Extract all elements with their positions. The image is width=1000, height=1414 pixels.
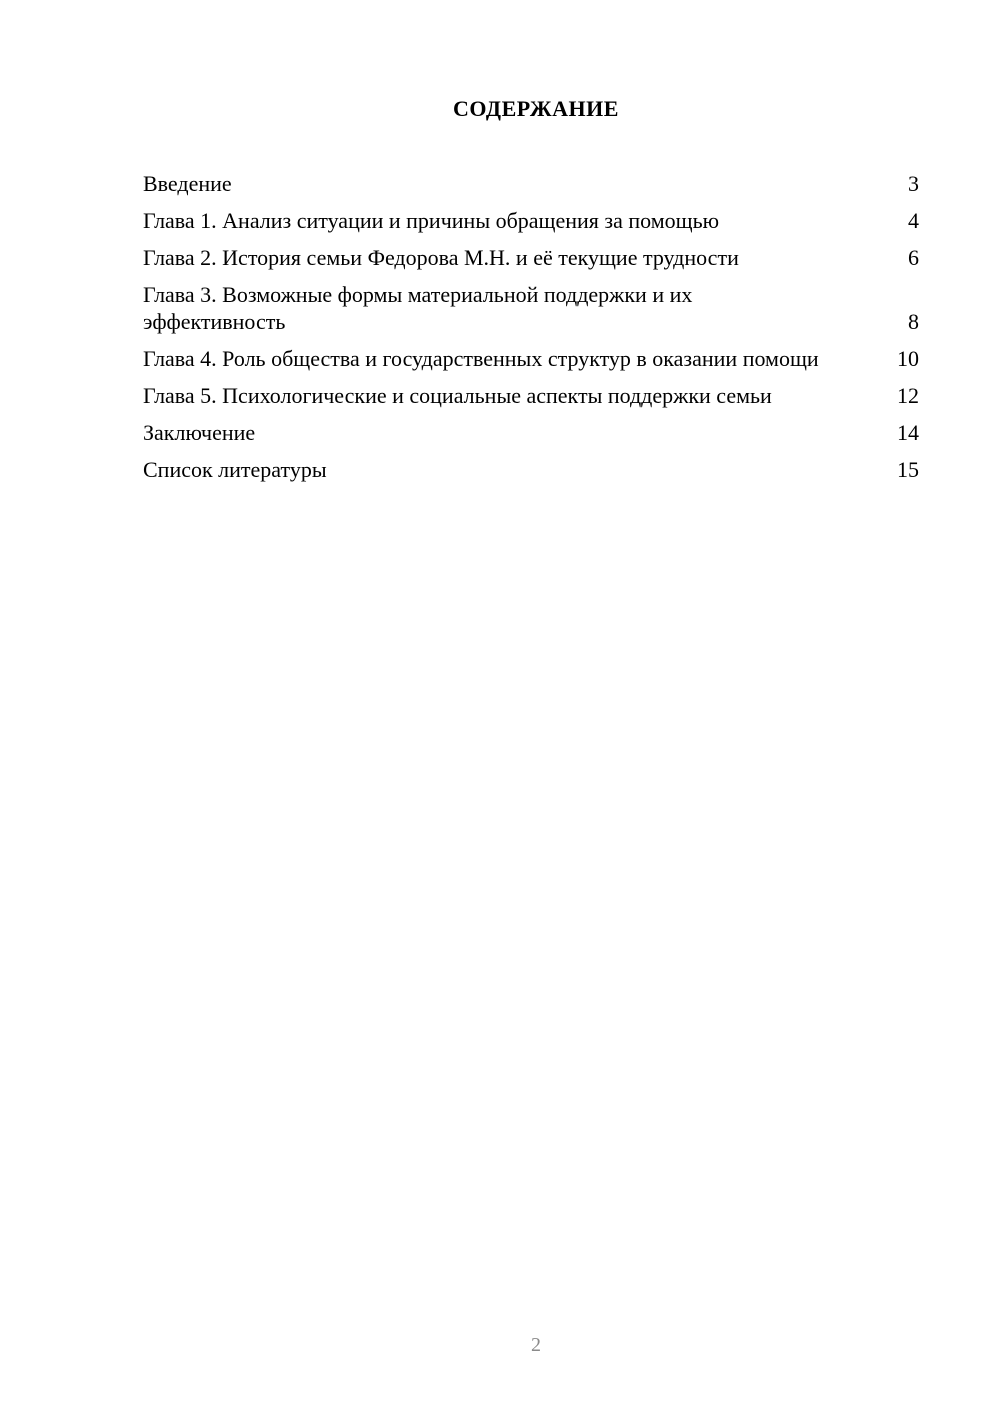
toc-entry-page: 3 bbox=[908, 171, 919, 196]
toc-entry-chapter-3 bbox=[143, 281, 919, 335]
toc-entry-chapter-2 bbox=[143, 244, 919, 271]
toc-entry-title: Глава 4. Роль общества и государственных структур в оказании помощи bbox=[143, 346, 819, 371]
toc-entry-page: 12 bbox=[897, 383, 919, 408]
toc-entry-title: Глава 3. Возможные формы материальной поддержки и их эффективность bbox=[143, 282, 693, 334]
toc-entry-introduction bbox=[143, 170, 919, 197]
toc-entry-page: 15 bbox=[897, 457, 919, 482]
toc-entry-chapter-1 bbox=[143, 207, 919, 234]
toc-entry-page: 8 bbox=[908, 309, 919, 334]
toc-entry-conclusion bbox=[143, 419, 919, 446]
toc-entry-title: Глава 2. История семьи Федорова М.Н. и её текущие трудности bbox=[143, 245, 739, 270]
toc-entry-page: 6 bbox=[908, 245, 919, 270]
toc-entry-title: Глава 5. Психологические и социальные аспекты поддержки семьи bbox=[143, 383, 772, 408]
toc-entry-title: Введение bbox=[143, 171, 232, 196]
toc-entry-page: 10 bbox=[897, 346, 919, 371]
page-number: 2 bbox=[531, 1334, 541, 1356]
toc-entry-title: Список литературы bbox=[143, 457, 327, 482]
table-of-contents bbox=[143, 170, 919, 493]
toc-entry-title: Глава 1. Анализ ситуации и причины обращения за помощью bbox=[143, 208, 720, 233]
toc-entry-chapter-4 bbox=[143, 345, 919, 372]
toc-entry-title: Заключение bbox=[143, 420, 256, 445]
toc-entry-page: 14 bbox=[897, 420, 919, 445]
toc-entry-page: 4 bbox=[908, 208, 919, 233]
toc-entry-references bbox=[143, 456, 919, 483]
toc-entry-chapter-5 bbox=[143, 382, 919, 409]
page-title: СОДЕРЖАНИЕ bbox=[453, 96, 619, 121]
